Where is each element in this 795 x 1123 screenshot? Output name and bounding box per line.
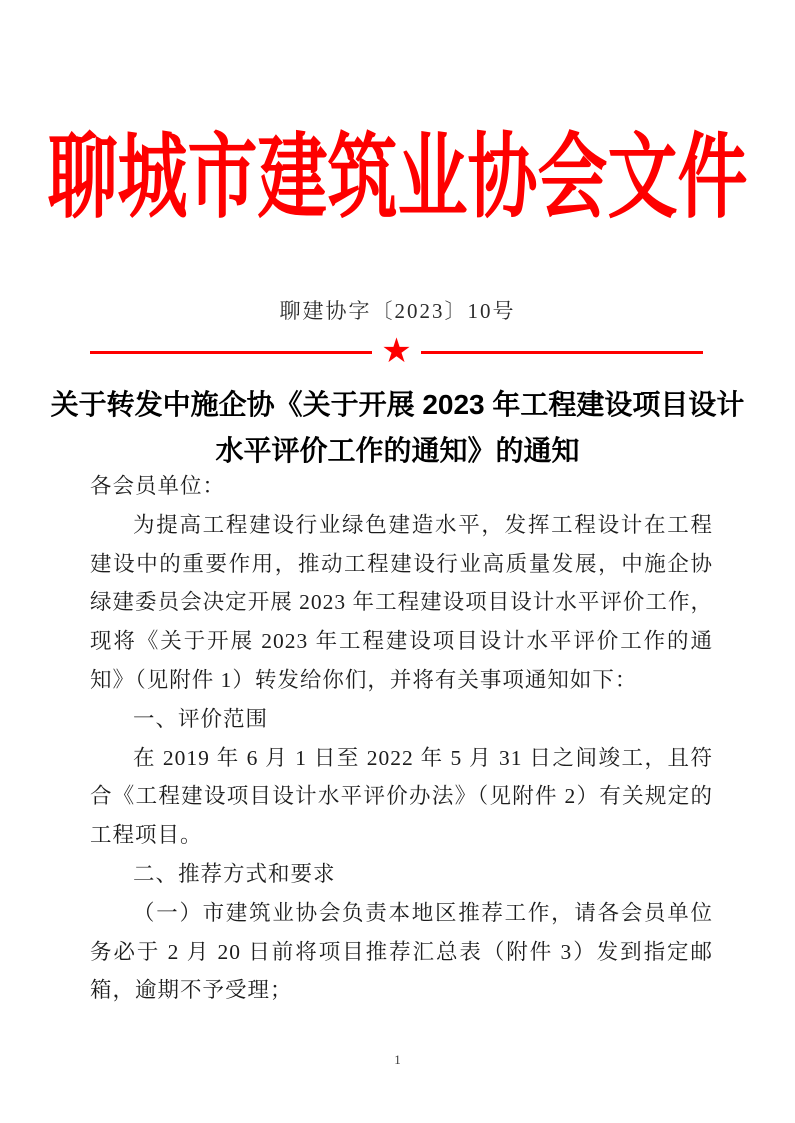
document-body <box>90 467 713 1010</box>
star-icon: ★ <box>381 331 412 371</box>
separator-line-left <box>90 351 372 354</box>
document-title-line1: 关于转发中施企协《关于开展 2023 年工程建设项目设计 <box>50 389 745 420</box>
page-number: 1 <box>394 1052 401 1067</box>
section-heading-1: 一、评价范围 <box>133 706 269 731</box>
document-title <box>45 382 750 474</box>
organization-title: 聊城市建筑业协会文件 <box>47 128 748 231</box>
red-separator <box>90 331 703 371</box>
paragraph-scope: 在 2019 年 6 月 1 日至 2022 年 5 月 31 日之间竣工，且符合《工程建设项目设计水平评价办法》（见附件 2）有关规定的工程项目。 <box>90 745 713 848</box>
paragraph-intro: 为提高工程建设行业绿色建造水平，发挥工程设计在工程建设中的重要作用，推动工程建设行业高质量发展，中施企协绿建委员会决定开展 2023 年工程建设项目设计水平评价工作，现将《关于开展 2023 年工程建设项目设计水平评价工作的通知》（见附件 1）转发给你们，并将有关事项通知如下： <box>90 512 713 692</box>
section-heading-2: 二、推荐方式和要求 <box>133 861 336 886</box>
separator-line-right <box>421 351 703 354</box>
document-number: 聊建协字〔2023〕10号 <box>279 299 516 323</box>
red-header <box>0 128 795 231</box>
document-title-line2: 水平评价工作的通知》的通知 <box>215 435 580 466</box>
salutation: 各会员单位： <box>90 474 226 498</box>
paragraph-recommendation: （一）市建筑业协会负责本地区推荐工作，请各会员单位务必于 2 月 20 日前将项目推荐汇总表（附件 3）发到指定邮箱，逾期不予受理； <box>90 900 713 1003</box>
